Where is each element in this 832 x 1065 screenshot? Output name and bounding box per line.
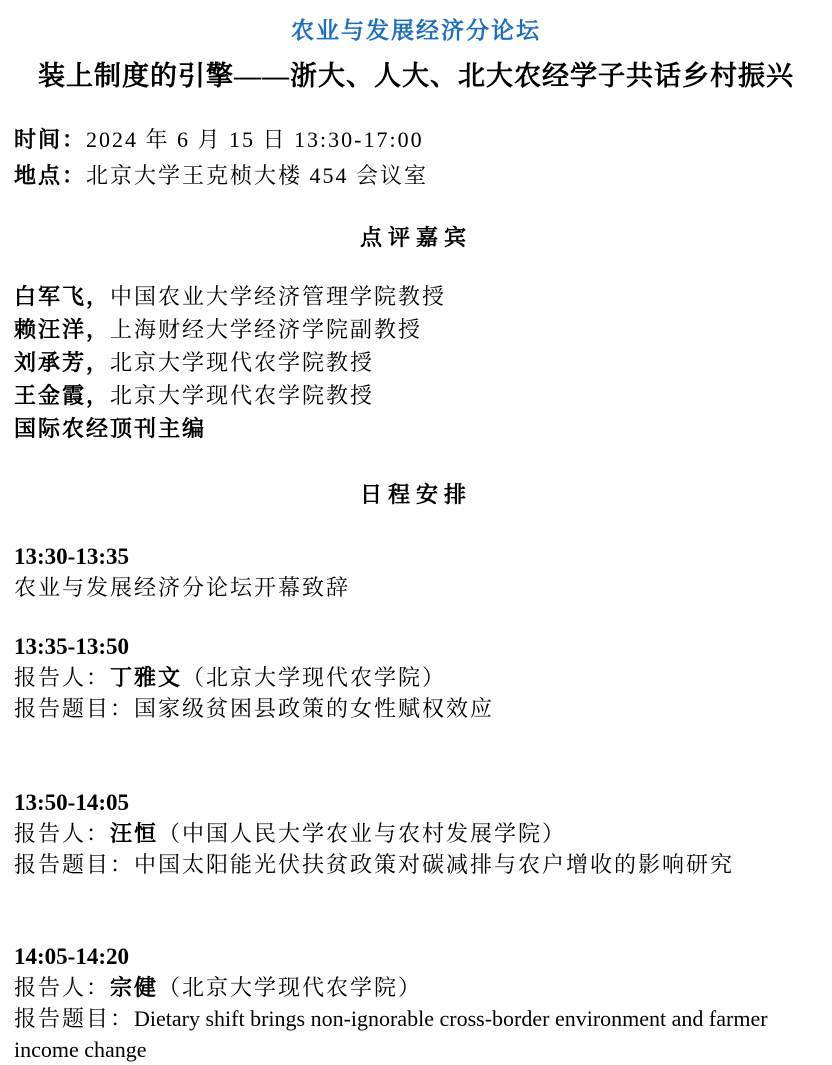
topic-line xyxy=(14,1003,818,1065)
speaker-line xyxy=(14,818,818,849)
guests-section-heading: 点评嘉宾 xyxy=(359,225,472,250)
schedule-item xyxy=(14,541,818,603)
speaker-name: 宗健 xyxy=(110,975,159,1000)
schedule-item xyxy=(14,787,818,880)
guest-row xyxy=(14,313,818,346)
event-venue-line xyxy=(14,158,818,194)
topic-label: 报告题目： xyxy=(14,1006,135,1031)
time-label: 时间： xyxy=(14,127,87,152)
guest-name: 王金霞， xyxy=(14,383,111,408)
guest-name: 白军飞， xyxy=(14,284,111,309)
topic-label: 报告题目： xyxy=(14,852,135,877)
event-info xyxy=(14,122,818,194)
topic-line xyxy=(14,849,818,880)
schedule-section-heading: 日程安排 xyxy=(359,482,472,507)
guest-name: 刘承芳， xyxy=(14,350,111,375)
guest-row xyxy=(14,412,818,445)
time-value: 2024 年 6 月 15 日 13:30-17:00 xyxy=(86,127,424,152)
event-time-line xyxy=(14,122,818,158)
forum-subtitle: 装上制度的引擎——浙大、人大、北大农经学子共话乡村振兴 xyxy=(38,61,794,91)
venue-value: 北京大学王克桢大楼 454 会议室 xyxy=(86,163,429,188)
guest-list xyxy=(14,280,818,445)
topic-title: Dietary shift brings non-ignorable cross-border environment and farmer income change xyxy=(14,1006,768,1062)
speaker-line xyxy=(14,662,818,693)
slot-time: 13:30-13:35 xyxy=(14,544,129,569)
guest-row xyxy=(14,346,818,379)
guest-affiliation: 中国农业大学经济管理学院教授 xyxy=(110,284,447,309)
speaker-name: 丁雅文 xyxy=(110,665,183,690)
speaker-affiliation: （北京大学现代农学院） xyxy=(158,975,423,1000)
topic-title: 中国太阳能光伏扶贫政策对碳减排与农户增收的影响研究 xyxy=(134,852,735,877)
topic-label: 报告题目： xyxy=(14,696,135,721)
speaker-affiliation: （中国人民大学农业与农村发展学院） xyxy=(158,821,567,846)
schedule-item xyxy=(14,631,818,724)
slot-time: 14:05-14:20 xyxy=(14,944,129,969)
schedule-list xyxy=(14,541,818,1065)
slot-time: 13:50-14:05 xyxy=(14,790,129,815)
slot-time: 13:35-13:50 xyxy=(14,634,129,659)
guest-row xyxy=(14,379,818,412)
guest-affiliation: 北京大学现代农学院教授 xyxy=(110,383,375,408)
guest-name: 赖汪洋， xyxy=(14,317,111,342)
topic-line xyxy=(14,693,818,724)
schedule-item xyxy=(14,941,818,1065)
venue-label: 地点： xyxy=(14,163,87,188)
topic-title: 国家级贫困县政策的女性赋权效应 xyxy=(134,696,495,721)
speaker-line xyxy=(14,972,818,1003)
guest-name: 国际农经顶刊主编 xyxy=(14,416,207,441)
speaker-name: 汪恒 xyxy=(110,821,159,846)
forum-title: 农业与发展经济分论坛 xyxy=(291,18,541,43)
guest-row xyxy=(14,280,818,313)
speaker-affiliation: （北京大学现代农学院） xyxy=(182,665,447,690)
slot-description: 农业与发展经济分论坛开幕致辞 xyxy=(14,575,351,600)
speaker-label: 报告人： xyxy=(14,665,111,690)
speaker-label: 报告人： xyxy=(14,821,111,846)
guest-affiliation: 上海财经大学经济学院副教授 xyxy=(110,317,423,342)
guest-affiliation: 北京大学现代农学院教授 xyxy=(110,350,375,375)
speaker-label: 报告人： xyxy=(14,975,111,1000)
